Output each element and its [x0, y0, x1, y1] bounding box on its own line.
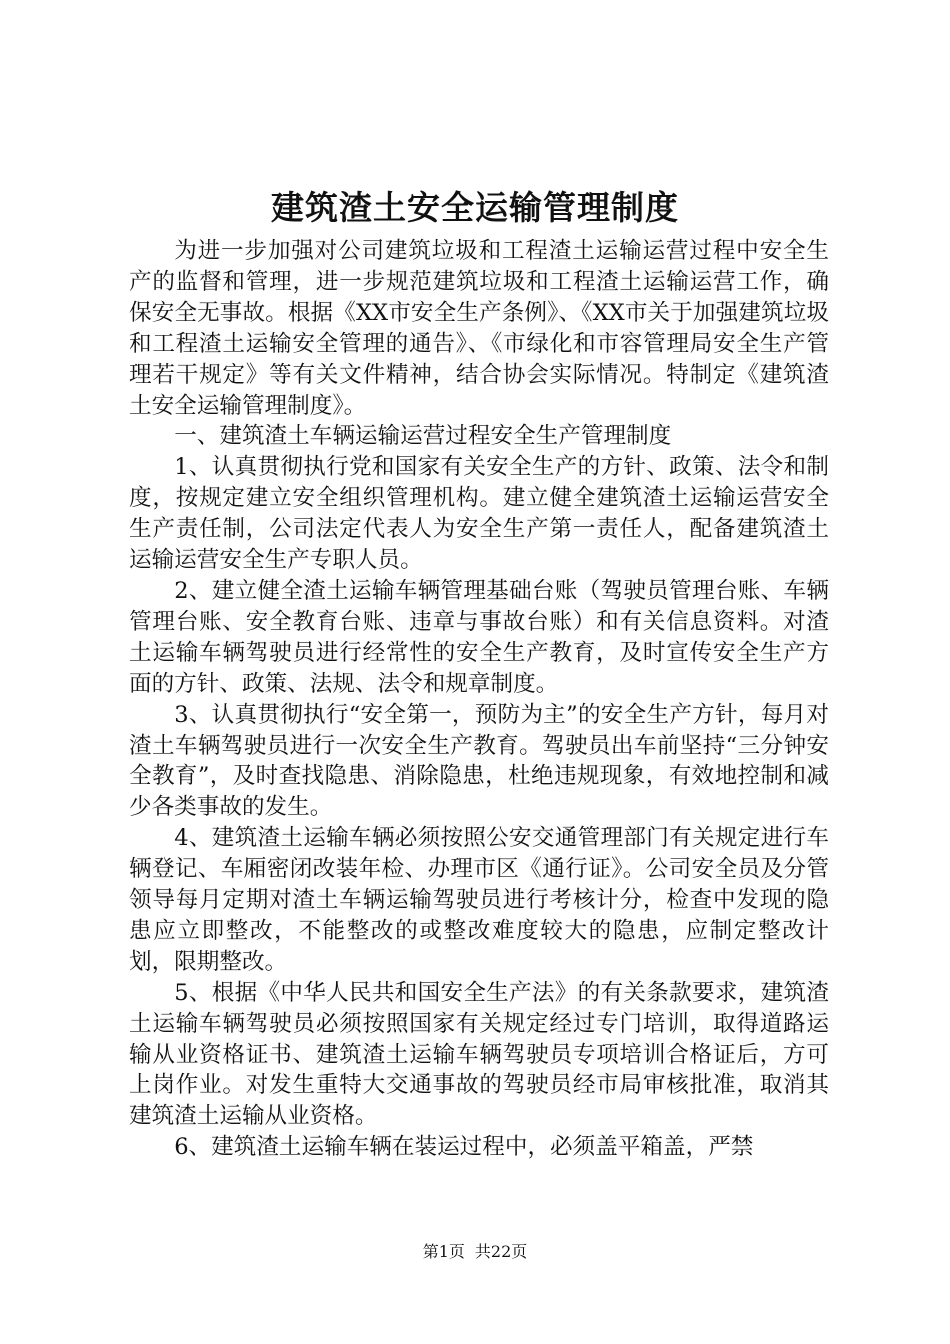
clause-1-paragraph: 1、认真贯彻执行党和国家有关安全生产的方针、政策、法令和制度，按规定建立安全组织管理机构。建立健全建筑渣土运输运营安全生产责任制，公司法定代表人为安全生产第一责任人，配备建筑渣土运输运营安全生产专职人员。 [129, 454, 829, 574]
document-title: 建筑渣土安全运输管理制度 [271, 188, 679, 227]
section-heading: 一、建筑渣土车辆运输运营过程安全生产管理制度 [174, 423, 672, 450]
clause-3-paragraph: 3、认真贯彻执行“安全第一，预防为主”的安全生产方针，每月对渣土车辆驾驶员进行一次安全生产教育。驾驶员出车前坚持“三分钟安全教育”，及时查找隐患、消除隐患，杜绝违规现象，有效地控制和减少各类事故的发生。 [129, 701, 829, 821]
clause-6-paragraph: 6、建筑渣土运输车辆在装运过程中，必须盖平箱盖，严禁 [174, 1134, 754, 1161]
clause-4-paragraph: 4、建筑渣土运输车辆必须按照公安交通管理部门有关规定进行车辆登记、车厢密闭改装年检、办理市区《通行证》。公司安全员及分管领导每月定期对渣土车辆运输驾驶员进行考核计分，检查中发现的隐患应立即整改，不能整改的或整改难度较大的隐患，应制定整改计划，限期整改。 [129, 825, 829, 975]
page-footer [0, 1241, 950, 1263]
intro-paragraph: 为进一步加强对公司建筑垃圾和工程渣土运输运营过程中安全生产的监督和管理，进一步规范建筑垃圾和工程渣土运输运营工作，确保安全无事故。根据《XX市安全生产条例》、《XX市关于加强建筑垃圾和工程渣土运输安全管理的通告》、《市绿化和市容管理局安全生产管理若干规定》等有关文件精神，结合协会实际情况。特制定《建筑渣土安全运输管理制度》。 [129, 238, 829, 419]
clause-2-paragraph: 2、建立健全渣土运输车辆管理基础台账（驾驶员管理台账、车辆管理台账、安全教育台账、违章与事故台账）和有关信息资料。对渣土运输车辆驾驶员进行经常性的安全生产教育，及时宣传安全生产方面的方针、政策、法规、法令和规章制度。 [129, 577, 829, 697]
page-total: 共22页 [474, 1242, 528, 1261]
page-number: 第1页 [422, 1242, 465, 1261]
clause-5-paragraph: 5、根据《中华人民共和国安全生产法》的有关条款要求，建筑渣土运输车辆驾驶员必须按照国家有关规定经过专门培训，取得道路运输从业资格证书、建筑渣土运输车辆驾驶员专项培训合格证后，方可上岗作业。对发生重特大交通事故的驾驶员经市局审核批准，取消其建筑渣土运输从业资格。 [129, 979, 829, 1130]
document-body [129, 236, 829, 1163]
